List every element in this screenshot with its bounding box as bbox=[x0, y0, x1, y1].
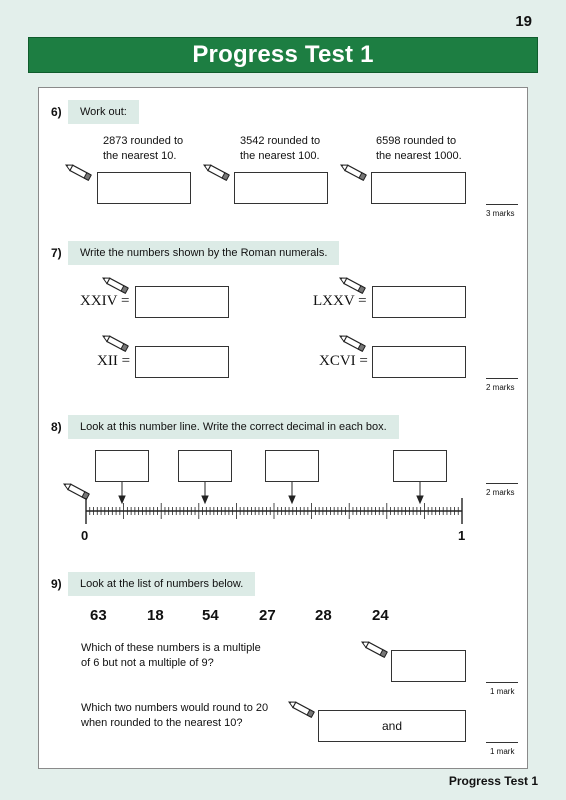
marks-line bbox=[486, 483, 518, 484]
question-7-prompt: Write the numbers shown by the Roman numerals. bbox=[68, 241, 339, 265]
marks-line bbox=[486, 204, 518, 205]
number-list-item: 63 bbox=[90, 607, 107, 624]
decimal-box-3[interactable] bbox=[265, 450, 319, 482]
answer-box-6a[interactable] bbox=[97, 172, 191, 204]
question-8-number: 8) bbox=[51, 420, 62, 434]
title-banner bbox=[28, 37, 538, 73]
number-list-item: 27 bbox=[259, 607, 276, 624]
question-8-prompt: Look at this number line. Write the correct decimal in each box. bbox=[68, 415, 399, 439]
answer-box-7c[interactable] bbox=[135, 346, 229, 378]
page-title: Progress Test 1 bbox=[192, 41, 374, 68]
decimal-box-1[interactable] bbox=[95, 450, 149, 482]
pencil-icon bbox=[202, 163, 236, 183]
pencil-icon bbox=[338, 334, 372, 354]
pencil-icon bbox=[101, 334, 135, 354]
and-label: and bbox=[381, 719, 403, 733]
number-list-item: 24 bbox=[372, 607, 389, 624]
marks-line bbox=[486, 742, 518, 743]
question-7-number: 7) bbox=[51, 246, 62, 260]
roman-numeral-label: LXXV = bbox=[313, 293, 367, 309]
question-9a-text: Which of these numbers is a multiple of 6 but not a multiple of 9? bbox=[81, 642, 261, 669]
question-9-number: 9) bbox=[51, 577, 62, 591]
roman-numeral-label: XCVI = bbox=[319, 353, 368, 369]
question-6a-text: 2873 rounded to the nearest 10. bbox=[103, 135, 184, 162]
answer-box-9a[interactable] bbox=[391, 650, 466, 682]
answer-box-7b[interactable] bbox=[372, 286, 466, 318]
question-9b-text: Which two numbers would round to 20 when rounded to the nearest 10? bbox=[81, 702, 269, 729]
pencil-icon bbox=[360, 640, 394, 660]
answer-box-7d[interactable] bbox=[372, 346, 466, 378]
question-6-marks: 3 marks bbox=[486, 209, 515, 218]
question-6c-text: 6598 rounded to the nearest 1000. bbox=[376, 135, 462, 162]
pencil-icon bbox=[64, 163, 98, 183]
decimal-box-2[interactable] bbox=[178, 450, 232, 482]
footer-title: Progress Test 1 bbox=[448, 774, 538, 788]
question-8-marks: 2 marks bbox=[486, 488, 515, 497]
number-line-end-label: 1 bbox=[458, 528, 466, 543]
roman-numeral-label: XXIV = bbox=[80, 293, 130, 309]
question-6-prompt: Work out: bbox=[68, 100, 139, 124]
question-9a-marks: 1 mark bbox=[490, 687, 515, 696]
question-9-prompt: Look at the list of numbers below. bbox=[68, 572, 255, 596]
pencil-icon bbox=[339, 163, 373, 183]
number-line bbox=[78, 482, 470, 527]
question-9b-marks: 1 mark bbox=[490, 747, 515, 756]
number-list-item: 18 bbox=[147, 607, 164, 624]
answer-box-9b[interactable] bbox=[318, 710, 466, 742]
answer-box-7a[interactable] bbox=[135, 286, 229, 318]
number-list-item: 54 bbox=[202, 607, 219, 624]
number-list-item: 28 bbox=[315, 607, 332, 624]
page-number: 19 bbox=[515, 13, 532, 30]
decimal-box-4[interactable] bbox=[393, 450, 447, 482]
marks-line bbox=[486, 378, 518, 379]
answer-box-6b[interactable] bbox=[234, 172, 328, 204]
roman-numeral-label: XII = bbox=[97, 353, 131, 369]
question-7-marks: 2 marks bbox=[486, 383, 515, 392]
answer-box-6c[interactable] bbox=[371, 172, 466, 204]
question-6b-text: 3542 rounded to the nearest 100. bbox=[240, 135, 321, 162]
question-6-number: 6) bbox=[51, 105, 62, 119]
number-line-start-label: 0 bbox=[81, 528, 89, 543]
marks-line bbox=[486, 682, 518, 683]
pencil-icon bbox=[287, 700, 321, 720]
